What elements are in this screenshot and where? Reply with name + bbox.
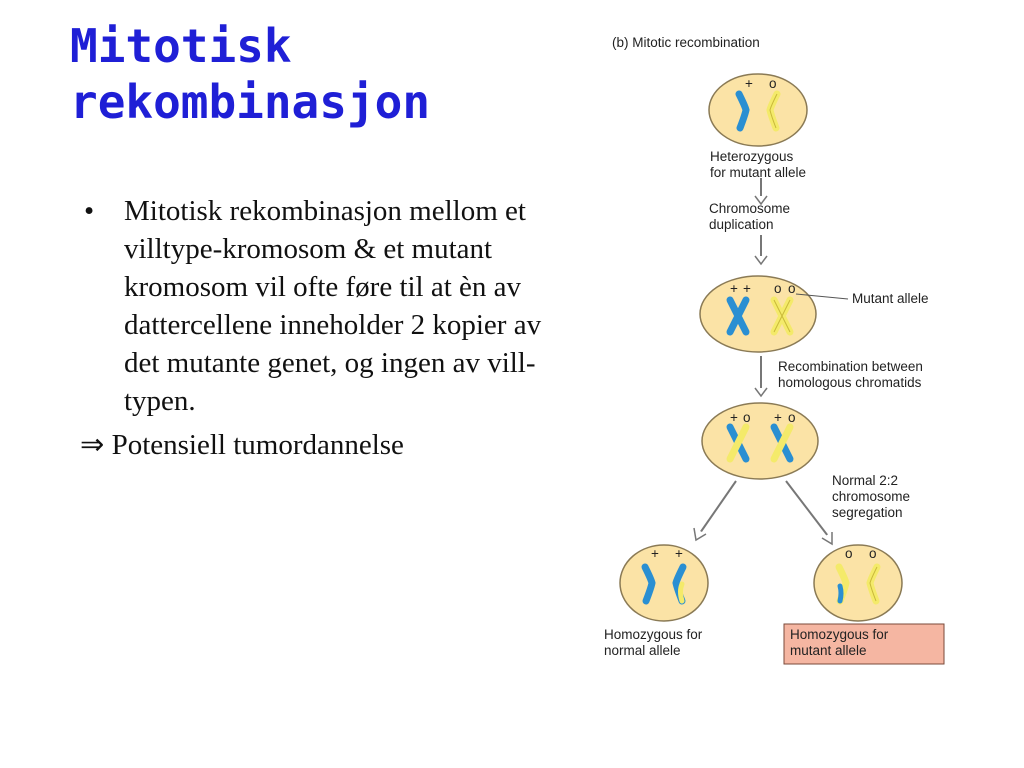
title-line-1: Mitotisk (70, 19, 292, 73)
plus-allele-marker: + (774, 410, 782, 425)
label-recombination-2: homologous chromatids (778, 375, 922, 390)
label-homozygous-mutant-2: mutant allele (790, 643, 867, 658)
figure-svg (596, 28, 1008, 674)
label-normal-3: segregation (832, 505, 903, 520)
plus-allele-marker: + (730, 410, 738, 425)
label-normal-1: Normal 2:2 (832, 473, 899, 488)
label-mutant-allele: Mutant allele (852, 291, 929, 306)
conclusion-text: Potensiell tumordannelse (111, 429, 404, 461)
cell-heterozygous (709, 74, 807, 146)
plus-allele-marker: + (730, 281, 738, 296)
label-heterozygous-2: for mutant allele (710, 165, 807, 180)
bullet-text: Mitotisk rekombinasjon mellom et villtype-kromosom & et mutant kromosom vil ofte føre til at èn av dattercellene inneholder 2 kopier av det mutante genet, og ingen av vill-typen. (124, 195, 542, 417)
label-recombination-1: Recombination between (778, 359, 923, 374)
mutant-allele-marker: o (788, 281, 796, 296)
mutant-allele-marker: o (788, 410, 796, 425)
label-homozygous-normal-2: normal allele (604, 643, 681, 658)
label-homozygous-normal-1: Homozygous for (604, 627, 703, 642)
label-homozygous-mutant-1: Homozygous for (790, 627, 889, 642)
label-duplication-1: Chromosome (709, 201, 791, 216)
cell-homozygous-normal (620, 545, 708, 621)
arrow-down-left-icon (694, 481, 736, 540)
arrow-down-icon (755, 356, 767, 396)
bullet-list (80, 192, 564, 464)
conclusion-line (80, 426, 564, 464)
arrow-down-icon (755, 235, 767, 264)
arrow-down-right-icon (786, 481, 832, 544)
label-duplication-2: duplication (709, 217, 774, 232)
plus-allele-marker: + (651, 546, 659, 561)
slide-title (70, 18, 590, 130)
plus-allele-marker: + (675, 546, 683, 561)
mutant-allele-marker: o (774, 281, 782, 296)
bullet-item (84, 192, 564, 420)
cell-recombined (702, 403, 818, 479)
plus-allele-marker: + (743, 281, 751, 296)
implies-arrow-icon: ⇒ (80, 429, 105, 461)
label-normal-2: chromosome (832, 489, 911, 504)
figure-caption: (b) Mitotic recombination (612, 35, 760, 50)
mutant-allele-marker: o (845, 546, 853, 561)
label-heterozygous-1: Heterozygous (710, 149, 794, 164)
mutant-allele-marker: o (869, 546, 877, 561)
mutant-allele-marker: o (769, 76, 777, 91)
bullet-marker: • (84, 195, 95, 227)
cell-duplicated (700, 276, 816, 352)
mutant-allele-marker: o (743, 410, 751, 425)
title-line-2: rekombinasjon (70, 75, 431, 129)
cell-homozygous-mutant (814, 545, 902, 621)
plus-allele-marker: + (745, 76, 753, 91)
mitotic-recombination-figure (596, 28, 1008, 674)
